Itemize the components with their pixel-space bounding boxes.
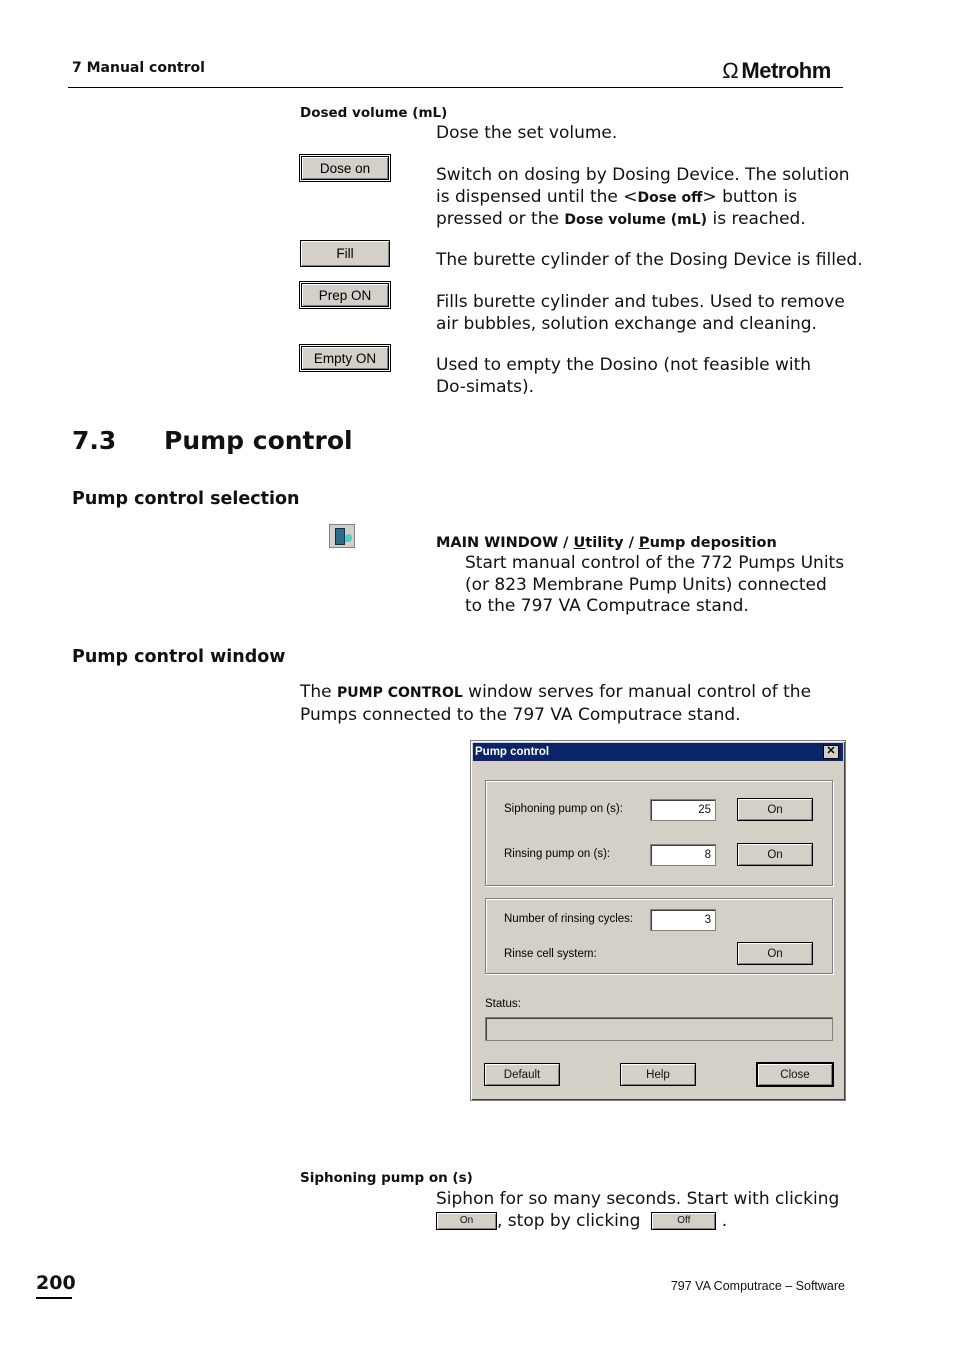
logo-text: Metrohm <box>741 58 831 83</box>
pump-toolbar-icon[interactable] <box>329 524 355 548</box>
fill-button[interactable] <box>300 240 390 267</box>
siphon-on-button[interactable]: On <box>737 798 813 821</box>
close-icon[interactable]: ✕ <box>823 745 839 759</box>
help-button[interactable]: Help <box>620 1063 696 1086</box>
page-number-rule <box>36 1297 72 1299</box>
dose-on-button[interactable] <box>301 156 389 180</box>
dosed-volume-label: Dosed volume (mL) <box>300 105 448 121</box>
rinse-field[interactable]: 8 <box>650 844 716 866</box>
inline-off-button: Off <box>651 1212 716 1230</box>
siphoning-desc-2: On , stop by clicking Off . <box>436 1211 727 1233</box>
dosed-volume-desc: Dose the set volume. <box>436 123 618 143</box>
prep-on-label: Prep ON <box>318 287 372 303</box>
page-number: 200 <box>36 1272 76 1294</box>
menu-path: MAIN WINDOW / Utility / Pump deposition <box>436 535 777 551</box>
cycles-field[interactable]: 3 <box>650 909 716 931</box>
rinse-on-button[interactable]: On <box>737 843 813 866</box>
empty-on-desc: Used to empty the Dosino (not feasible with Do-simats). <box>436 355 812 397</box>
header-rule <box>68 87 843 88</box>
close-button[interactable]: Close <box>757 1063 833 1086</box>
default-button[interactable]: Default <box>484 1063 560 1086</box>
siphoning-desc-1: Siphon for so many seconds. Start with clicking <box>436 1189 840 1209</box>
siphoning-label: Siphoning pump on (s) <box>300 1170 473 1186</box>
fill-desc: The burette cylinder of the Dosing Device is filled. <box>436 250 863 270</box>
siphon-field[interactable]: 25 <box>650 799 716 821</box>
rinse-cell-label: Rinse cell system: <box>504 948 597 960</box>
fill-label: Fill <box>336 246 354 261</box>
rinse-label: Rinsing pump on (s): <box>504 848 611 860</box>
rinse-cell-on-button[interactable]: On <box>737 942 813 965</box>
dose-on-desc: Switch on dosing by Dosing Device. The solution is dispensed until the <Dose off> button is pressed or the Dose volume (mL) is reached. <box>436 165 850 229</box>
inline-on-button: On <box>436 1212 497 1230</box>
empty-on-label: Empty ON <box>313 350 377 366</box>
empty-on-button[interactable] <box>301 346 389 370</box>
running-header-chapter: 7 Manual control <box>72 60 205 76</box>
pump-control-dialog <box>470 740 846 1101</box>
omega-icon: Ω <box>722 58 739 83</box>
window-desc: The PUMP CONTROL window serves for manual control of the Pumps connected to the 797 VA Computrace stand. <box>300 682 812 725</box>
dialog-title-bar <box>473 743 843 761</box>
prep-on-desc: Fills burette cylinder and tubes. Used to remove air bubbles, solution exchange and cleaning. <box>436 292 845 334</box>
dose-on-label: Dose on <box>319 160 371 176</box>
metrohm-logo <box>722 58 831 84</box>
footer-doc-title: 797 VA Computrace – Software <box>670 1279 845 1293</box>
status-field <box>485 1017 833 1041</box>
prep-on-button[interactable] <box>301 283 389 307</box>
status-label: Status: <box>485 998 521 1010</box>
pump-group <box>485 780 833 886</box>
siphon-label: Siphoning pump on (s): <box>504 803 623 815</box>
section-title: 7.3 Pump control <box>72 426 353 455</box>
cycles-label: Number of rinsing cycles: <box>504 913 634 925</box>
dialog-title: Pump control <box>475 746 550 758</box>
pump-control-window-heading: Pump control window <box>72 647 286 667</box>
selection-desc: Start manual control of the 772 Pumps Units (or 823 Membrane Pump Units) connected to the 797 VA Computrace stand. <box>465 553 845 616</box>
pump-control-selection-heading: Pump control selection <box>72 489 300 509</box>
